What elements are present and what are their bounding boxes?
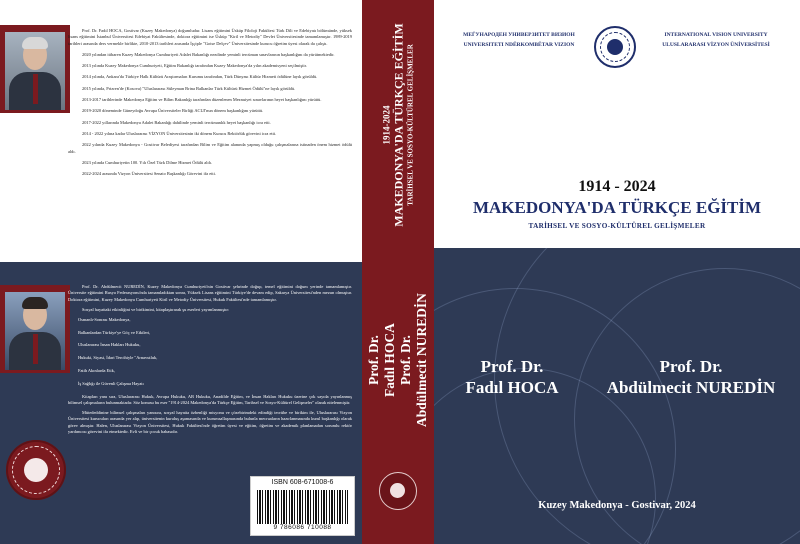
bio-paragraph: Prof. Dr. Abdülmecit NUREDİN, Kuzey Makedonya Cumhuriyeti'nin Gostivar şehrinde doğup, temel eğitimini doğum yerinde tamamlamıştır. Üniversite eğitimini Rusya Federasyonu'nda tamamladıktan sonra, Yüksek Lisans eğitimini Türkiye'de devam edip, Sakarya Üniversitesi'nden mezun olmuştur. Doktora eğitimini, Kuzey Makedonya Cumhuriyeti Kiril ve Metodiy Üniversitesi, Hukuk Fakültesi'nde tamamlamıştır. bbox=[68, 284, 352, 302]
bio-paragraph: Mütededdinine bilimsel çalışmaları yanısıra, sosyal hayatta özbenliği misyonu ve çözebirimdeki edindiği tecrübe ve birikim ile, Uluslararası Vizyon Üniversitesi kurucuları arasında yer alıp, üniversitenin kuruluş aşamasında ve kurumsallaşmasında bulunla mecruaların hazırlanmasında kurul başkanlığı olarak görev almıştır. Halen, Uluslararası Vizyon Üniversitesi, Hukuk Fakültesi'nde öğretim üyesi ve eğitim, öğretim ve akademik planlamadan sorumlu rektör yardımcısı görevini ifa etmektedir. Evli ve bir çocuk babasıdır. bbox=[68, 409, 352, 434]
university-logo-icon bbox=[594, 26, 636, 68]
barcode-icon bbox=[257, 490, 348, 524]
bio-paragraph: 2014 yılında, Ankara'da Türkiye Halk Kültürü Araştırmaları Kurumu tarafından, Türk Dünyası Kültür Hizmeti ödülüne layık görüldü. bbox=[82, 74, 318, 80]
author2-title: Prof. Dr. bbox=[659, 357, 723, 376]
bio-paragraph: 2014 - 2022 yılına kadar Uluslararası VİZYON Üniversitesinin iki dönem Kurucu Rektörlük görevini icra etti. bbox=[82, 130, 277, 136]
bio-paragraph: Sosyal hayattaki etkinliğini ve birikimini, kitaplaştırarak şu eserleri yayımlanmıştır: bbox=[82, 306, 230, 312]
author1-name: Fadıl HOCA bbox=[465, 378, 559, 397]
university-name-right bbox=[641, 30, 791, 50]
bio-paragraph: 2022-2024 arasında Vizyon Üniversitesi Senato Başkanlığı Görevini ifa etti. bbox=[82, 171, 216, 177]
university-seal-icon bbox=[6, 440, 66, 500]
university-name-left bbox=[444, 30, 594, 50]
bio-paragraph: 2023 yılında Cumhuriyetin 100. Yılı Özel Türk Dilme Hizmet Ödülü aldı. bbox=[82, 159, 212, 165]
author-photo-fadil-hoca bbox=[5, 32, 65, 110]
spine-seal-icon bbox=[379, 472, 417, 510]
list-item: Hukuki, Siyasi, İdari Tercihiyle "Arnavutluk, bbox=[78, 355, 158, 361]
bio-paragraph: 2019-2020 döneminde Güneydoğu Avrupa Üniversiteler Birliği ACUJ'nun dönem başkanlığını yürüttü. bbox=[82, 108, 264, 114]
university-name-turkish: ULUSLARARASI VİZYON ÜNİVERSİTESİ bbox=[662, 42, 770, 48]
spine-title-block bbox=[362, 0, 434, 250]
bio-paragraph: 2022 yılında Kuzey Makedonya - Gostivar Belediyesi tarafından Bilim ve Eğitim alanında yapmış olduğu çalışmalarına istinaden önem hizmet ödülü aldı. bbox=[68, 142, 352, 154]
spine-author2-title: Prof. Dr. bbox=[398, 335, 413, 385]
bio-paragraph: 2020 yılından itibaren Kuzey Makedonya Cumhuriyeti Adalet Bakanlığı nezdinde yeminli tercüman sınavlarının başkanlığını da yürütmektedir. bbox=[82, 51, 335, 57]
front-cover bbox=[434, 0, 800, 544]
book-subtitle: TARİHSEL VE SOSYO-KÜLTÜREL GELİŞMELER bbox=[528, 222, 706, 230]
university-name-albanian: UNIVERSITETI NDËRKOMBËTAR VIZION bbox=[463, 42, 575, 48]
book-title: MAKEDONYA'DA TÜRKÇE EĞİTİM bbox=[472, 198, 762, 217]
bio-paragraph: 2013 yılında Kuzey Makedonya Cumhuriyeti, Eğitim Bakanlığı tarafından Kuzey Makedonya'da yılın akademisyeni seçilmiştir. bbox=[82, 63, 307, 69]
bio-fadil-hoca bbox=[68, 28, 352, 182]
isbn-barcode bbox=[250, 476, 355, 536]
barcode-digits: 9 786086 710088 bbox=[273, 524, 332, 531]
author2-name: Abdülmecit NUREDİN bbox=[606, 378, 776, 397]
spine-author2-name: Abdülmecit NUREDİN bbox=[414, 293, 429, 427]
spine-author1-title: Prof. Dr. bbox=[366, 335, 381, 385]
university-name-english: INTERNATIONAL VISION UNIVERSITY bbox=[664, 32, 768, 38]
list-item: Balkanlardan Türkiye'ye Göç ve Etkileri, bbox=[78, 329, 151, 335]
spine-authors-block bbox=[362, 250, 434, 470]
book-spine bbox=[362, 0, 434, 544]
university-name-macedonian: МЕЃУНАРОДЕН УНИВЕРЗИТЕТ ВИЗИОН bbox=[463, 32, 575, 38]
bio-paragraph: 2017-2022 yıllarında Makedonya Adalet Bakanlığı dahilinde yeminli tercümanlık heyet başkanlığı icra etti. bbox=[82, 119, 271, 125]
spine-title: MAKEDONYA'DA TÜRKÇE EĞİTİM bbox=[391, 23, 406, 227]
author-photo-abdulmecit-nuredin bbox=[5, 292, 65, 370]
spine-subtitle: TARİHSEL VE SOSYO-KÜLTÜREL GELİŞMELER bbox=[406, 44, 415, 206]
bio-paragraph: Kitapları yanı sıra, Uluslararası Hukuk, Avrupa Hukuku, AB Hukuku, Anadilde Eğitim, ve İnsan Hakları Hukuku üzerine çok sayıda yayınlanmış bilimsel çalışmaların bulunmaktadır. Söz konusu bu eser "1914-2024 Makedonya'da Türkçe Eğitim, Tarihsel ve Sosyo-Kültürel Gelişmeler" olarak nitelenmiştir. bbox=[68, 393, 352, 405]
list-item: Uluslararası İnsan Hakları Hukuku, bbox=[78, 342, 141, 348]
place-and-year: Kuzey Makedonya - Gostivar, 2024 bbox=[538, 500, 696, 511]
list-item: İş Sağlığı ile Güvenli Çalışma Hayatı bbox=[78, 380, 144, 386]
bio-paragraph: Prof. Dr. Fadıl HOCA, Gostivar (Kuzey Makedonya) doğumludur. Lisans eğitimini Üsküp Filoloji Fakültesi Türk Dili ve Edebiyatı bölümünde, yüksek lisans eğitimini İstanbul Üniversitesi Edebiyat Fakültesinde, doktora eğitimini ise Üsküp "Kiril ve Metodiy" Devlet Üniversitesinde tamamlamıştır. 1989-2019 tarihleri arasında ders vermekle birlikte, 2010-2013 tarihleri arasında İşçiple "Gotse Delçev" Üniversitesinde kurucu öğretim üyesi olarak da çalıştı. bbox=[68, 28, 352, 46]
spine-author1-name: Fadıl HOCA bbox=[382, 323, 397, 397]
author-fadil-hoca bbox=[452, 356, 572, 398]
author-abdulmecit-nuredin bbox=[586, 356, 796, 398]
author1-title: Prof. Dr. bbox=[480, 357, 544, 376]
bio-paragraph: 2015 yılında, Prizren'de (Kosova) "Uluslararası Süleyman Brina Balkanlar Türk Kültürü Hizmet Ödülü"ne layık görüldü. bbox=[82, 85, 296, 91]
list-item: Fatih Akınlarda Etik, bbox=[78, 367, 115, 373]
works-list bbox=[68, 317, 352, 387]
spine-years: 1914-2024 bbox=[381, 105, 392, 145]
cover-years: 1914 - 2024 bbox=[578, 178, 656, 195]
bio-paragraph: 2013-2017 tarihlerinde Makedonya Eğitim ve Bilim Bakanlığı tarafından düzenlenen Meznuiyet sınavlarının heyet başkanlığını yürüttü. bbox=[82, 97, 322, 103]
bio-abdulmecit-nuredin bbox=[68, 284, 352, 439]
back-cover bbox=[0, 0, 362, 544]
isbn-label: ISBN 608-671008-6 bbox=[271, 479, 334, 486]
list-item: Osmanlı-Sonrası Makedonya, bbox=[78, 316, 131, 322]
